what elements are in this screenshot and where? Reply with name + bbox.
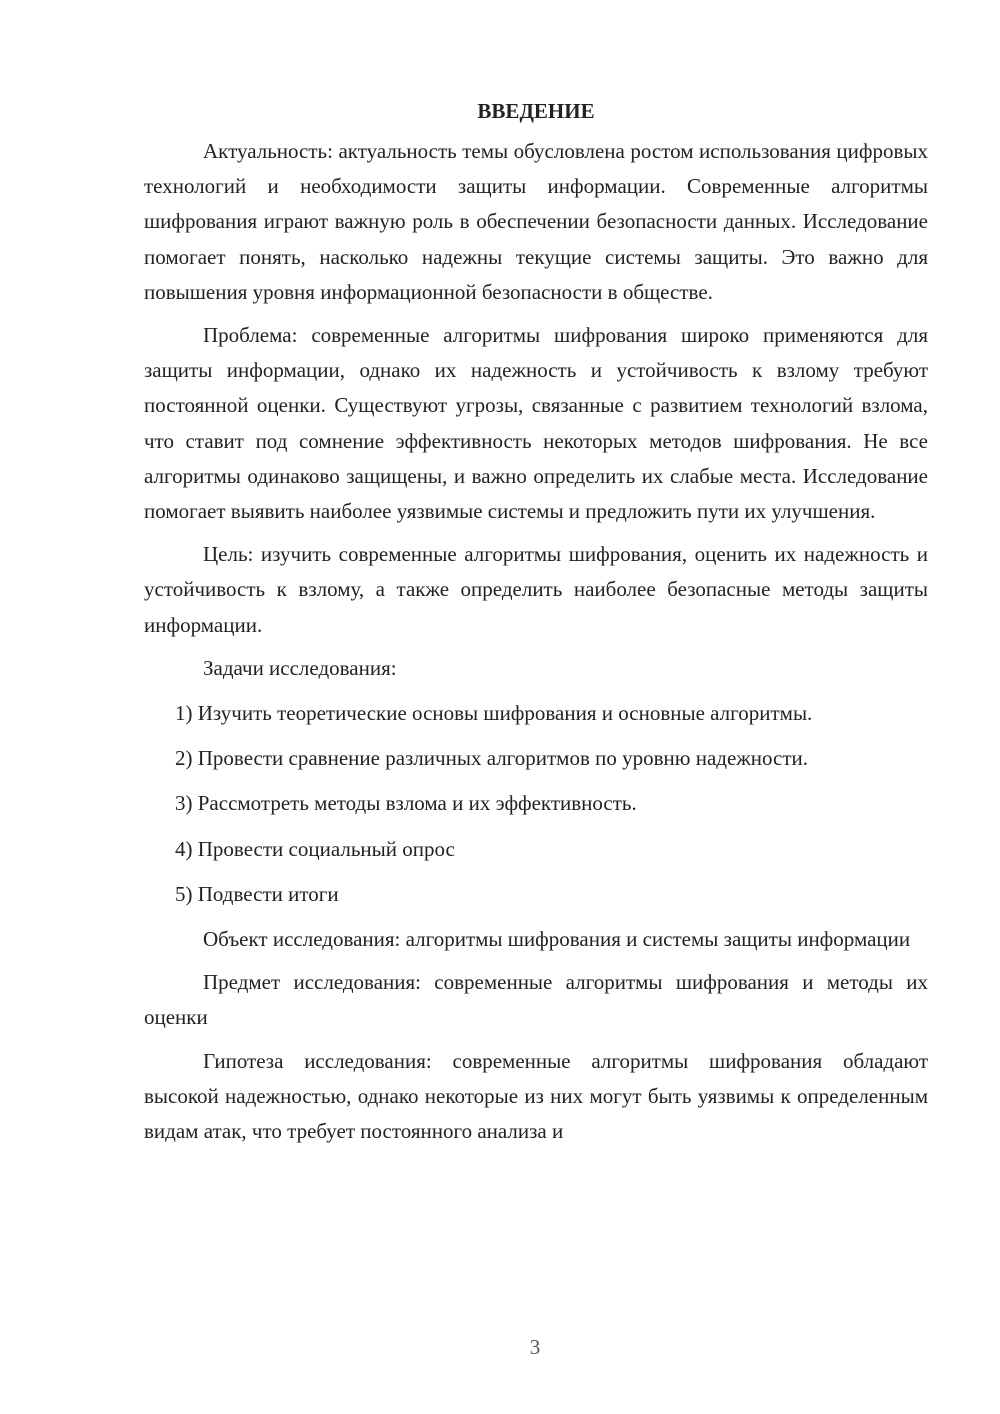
relevance-paragraph: Актуальность: актуальность темы обусловлена ростом использования цифровых технологий и необходимости защиты информации. Современные алгоритмы шифрования играют важную роль в обеспечении безопасности данных. Исследование помогает понять, насколько надежны текущие системы защиты. Это важно для повышения уровня информационной безопасности в обществе. xyxy=(144,139,928,304)
page-number: 3 xyxy=(529,1335,541,1359)
subject-paragraph: Предмет исследования: современные алгоритмы шифрования и методы их оценки xyxy=(144,970,928,1030)
object-paragraph: Объект исследования: алгоритмы шифрования и системы защиты информации xyxy=(203,927,911,952)
goal-paragraph: Цель: изучить современные алгоритмы шифрования, оценить их надежность и устойчивость к взлому, а также определить наиболее безопасные методы защиты информации. xyxy=(144,542,928,637)
list-item: 2) Провести сравнение различных алгоритмов по уровню надежности. xyxy=(175,746,809,771)
tasks-list xyxy=(144,696,928,912)
document-page xyxy=(144,96,928,1157)
list-item: 4) Провести социальный опрос xyxy=(175,836,455,861)
list-item: 5) Подвести итоги xyxy=(175,881,339,906)
list-item: 3) Рассмотреть методы взлома и их эффективность. xyxy=(175,791,637,816)
page-title: ВВЕДЕНИЕ xyxy=(477,99,595,123)
tasks-title: Задачи исследования: xyxy=(203,655,397,680)
list-item: 1) Изучить теоретические основы шифрования и основные алгоритмы. xyxy=(175,701,813,726)
problem-paragraph: Проблема: современные алгоритмы шифрования широко применяются для защиты информации, однако их надежность и устойчивость к взлому требуют постоянной оценки. Существуют угрозы, связанные с развитием технологий взлома, что ставит под сомнение эффективность некоторых методов шифрования. Не все алгоритмы одинаково защищены, и важно определить их слабые места. Исследование помогает выявить наиболее уязвимые системы и предложить пути их улучшения. xyxy=(144,323,928,524)
hypothesis-paragraph: Гипотеза исследования: современные алгоритмы шифрования обладают высокой надежностью, однако некоторые из них могут быть уязвимы к определенным видам атак, что требует постоянного анализа и xyxy=(144,1048,928,1144)
